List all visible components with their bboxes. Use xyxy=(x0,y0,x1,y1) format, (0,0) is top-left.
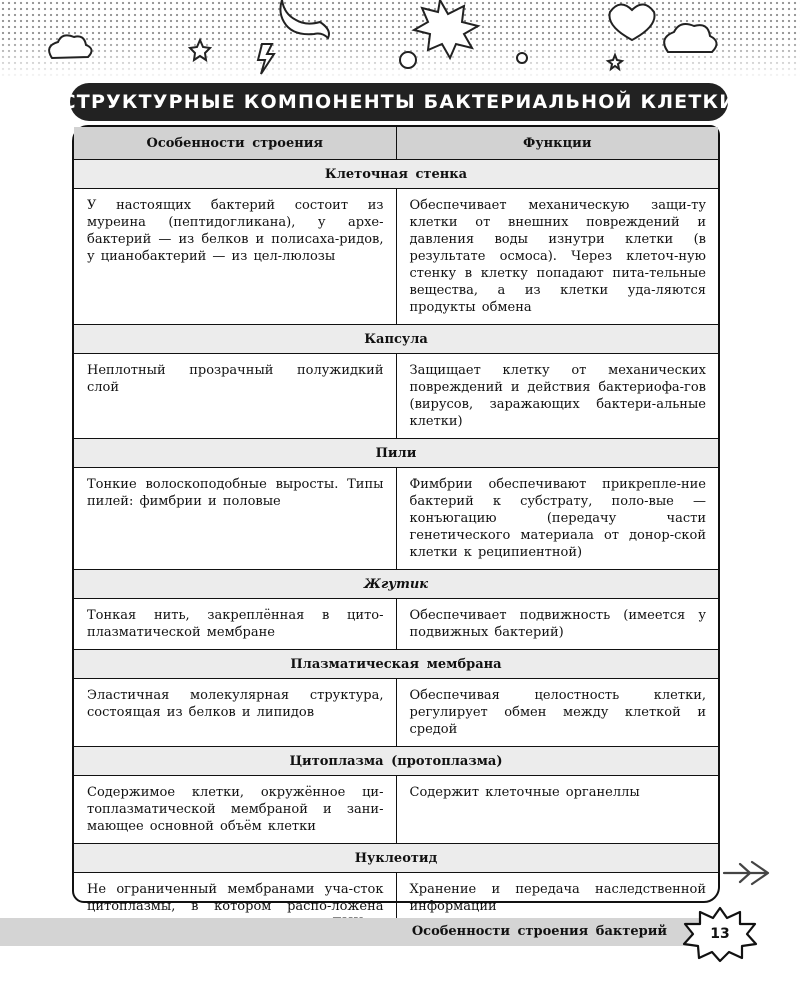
section-title-nucleoid: Нуклеотид xyxy=(74,844,718,873)
table-row xyxy=(74,354,718,439)
footer-bar xyxy=(0,918,715,946)
structure-cell: Содержимое клетки, окружённое ци-топлазматической мембраной и зани-мающее основной объём клетки xyxy=(87,785,384,834)
section-title-capsule: Капсула xyxy=(74,325,718,354)
section-title-cytoplasm: Цитоплазма (протоплазма) xyxy=(74,747,718,776)
circle-icon xyxy=(400,52,416,68)
structure-cell: Эластичная молекулярная структура, состоящая из белков и липидов xyxy=(87,688,384,720)
structure-cell: Не ограниченный мембранами уча-сток цитоплазмы, в котором распо-ложена xyxy=(87,882,384,914)
comic-decorations xyxy=(0,0,800,90)
star-icon xyxy=(190,40,210,60)
section-title-cell-wall: Клеточная стенка xyxy=(74,160,718,189)
function-cell: Фимбрии обеспечивают прикрепле-ние бактерий к субстрату, поло-вые — конъюгацию (передачу части генетического материала от донор-ской клетки к реципиентной) xyxy=(396,468,719,569)
components-table xyxy=(72,125,720,914)
footer-section-title: Особенности строения бактерий xyxy=(411,924,667,939)
function-cell: Обеспечивая целостность клетки, регулирует обмен между клеткой и средой xyxy=(396,679,719,746)
table-row xyxy=(74,679,718,747)
table-row xyxy=(74,776,718,844)
circle-icon xyxy=(517,53,527,63)
function-cell: Обеспечивает механическую защи-ту клетки от внешних повреждений и давления воды изнутри клетки (в результате осмоса). Через клеточ-ную стенку в клетку попадают пита-тельные вещества, а из клетки уда-ляются продукты обмена xyxy=(396,189,719,324)
star-icon xyxy=(608,55,622,69)
table-row xyxy=(74,468,718,570)
function-cell: Обеспечивает подвижность (имеется у подвижных бактерий) xyxy=(396,599,719,649)
function-cell: Защищает клетку от механических повреждений и действия бактериофа-гов (вирусов, заражающих бактери-альные клетки) xyxy=(396,354,719,438)
structure-cell: Тонкие волоскоподобные выросты. Типы пилей: фимбрии и половые xyxy=(87,477,384,509)
table-row xyxy=(74,189,718,325)
header-function: Функции xyxy=(396,127,719,159)
structure-cell: Неплотный прозрачный полужидкий слой xyxy=(87,363,384,395)
lightning-icon xyxy=(258,44,274,74)
title-bar xyxy=(61,83,737,121)
cloud-icon xyxy=(49,35,91,58)
function-cell: Хранение и передача наследственной информации xyxy=(396,873,719,940)
table-row xyxy=(74,599,718,650)
cloud-icon xyxy=(664,24,716,52)
structure-cell: У настоящих бактерий состоит из муреина (пептидогликана), у архе-бактерий — из белков и полисаха-ридов, у цианобактерий — из цел-люлозы xyxy=(87,198,384,264)
speech-bubble-icon xyxy=(280,0,329,38)
page-number: 13 xyxy=(710,926,730,942)
next-page-arrow-icon[interactable] xyxy=(722,858,772,888)
function-cell: Содержит клеточные органеллы xyxy=(396,776,719,843)
section-title-plasma-membrane: Плазматическая мембрана xyxy=(74,650,718,679)
header-structure: Особенности строения xyxy=(146,135,323,151)
section-title-pili: Пили xyxy=(74,439,718,468)
page-title: СТРУКТУРНЫЕ КОМПОНЕНТЫ БАКТЕРИАЛЬНОЙ КЛЕТКИ xyxy=(61,91,737,113)
heart-icon xyxy=(609,4,654,40)
starburst-icon xyxy=(414,0,478,58)
table-header-row xyxy=(74,127,718,160)
section-title-flagellum: Жгутик xyxy=(74,570,718,599)
structure-cell: Тонкая нить, закреплённая в цито-плазматической мембране xyxy=(87,608,384,640)
